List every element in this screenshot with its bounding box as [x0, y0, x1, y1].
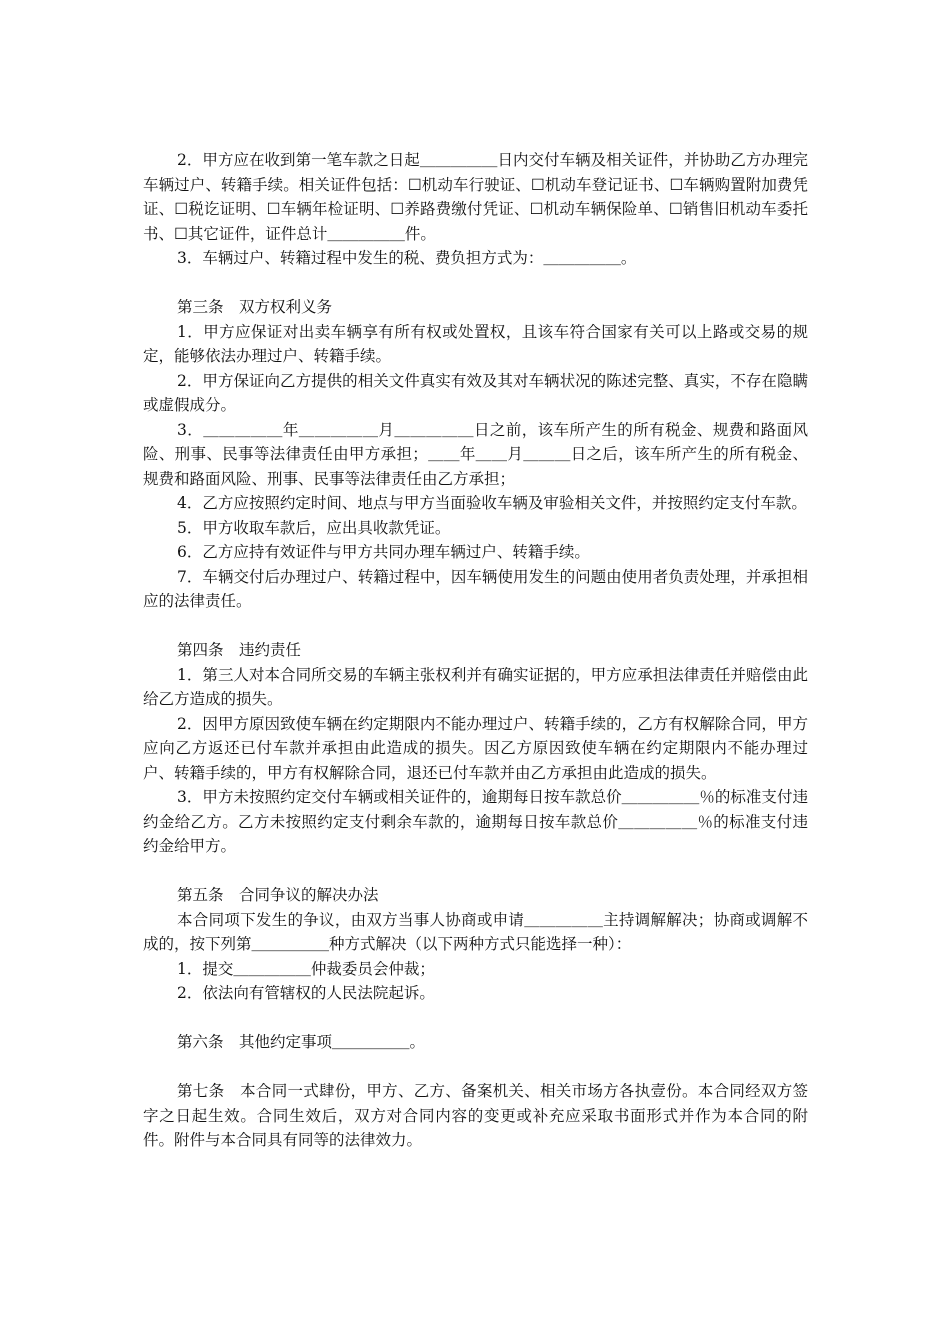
- spacer: [143, 271, 808, 296]
- article-4-item-2: 2．因甲方原因致使车辆在约定期限内不能办理过户、转籍手续的，乙方有权解除合同，甲方应向乙方返还已付车款并承担由此造成的损失。因乙方原因致使车辆在约定期限内不能办理过户、转籍手续的，甲方有权解除合同，退还已付车款并由乙方承担由此造成的损失。: [143, 714, 808, 782]
- article-3-item-1: 1．甲方应保证对出卖车辆享有所有权或处置权，且该车符合国家有关可以上路或交易的规定，能够依法办理过户、转籍手续。: [143, 322, 808, 365]
- article-7-text: 第七条 本合同一式肆份，甲方、乙方、备案机关、相关市场方各执壹份。本合同经双方签字之日起生效。合同生效后，双方对合同内容的变更或补充应采取书面形式并作为本合同的附件。附件与本合同具有同等的法律效力。: [143, 1082, 808, 1149]
- article-5-item-1: 1．提交＿＿＿＿＿仲裁委员会仲裁；: [177, 959, 435, 978]
- article-5-item-2: 2．依法向有管辖权的人民法院起诉。: [177, 984, 435, 1002]
- contract-body: [143, 148, 808, 1153]
- article-4-item-3: 3．甲方未按照约定交付车辆或相关证件的，逾期每日按车款总价＿＿＿＿＿％的标准支付违约金给乙方。乙方未按照约定支付剩余车款的，逾期每日按车款总价＿＿＿＿＿％的标准支付违约金给甲方。: [143, 788, 808, 855]
- article-5-heading: 第五条 合同争议的解决办法: [177, 886, 379, 904]
- clause-2-item-2: 2．甲方应在收到第一笔车款之日起＿＿＿＿＿日内交付车辆及相关证件，并协助乙方办理完车辆过户、转籍手续。相关证件包括：☐机动车行驶证、☐机动车登记证书、☐车辆购置附加费凭证、☐税讫证明、☐车辆年检证明、☐养路费缴付凭证、☐机动车辆保险单、☐销售旧机动车委托书、☐其它证件，证件总计＿＿＿＿＿件。: [143, 151, 808, 243]
- article-3-item-6: 6．乙方应持有效证件与甲方共同办理车辆过户、转籍手续。: [177, 543, 590, 561]
- spacer: [143, 1055, 808, 1080]
- spacer: [143, 1006, 808, 1031]
- article-3-item-4: 4．乙方应按照约定时间、地点与甲方当面验收车辆及审验相关文件，并按照约定支付车款。: [177, 494, 807, 512]
- article-5-item-intro: 本合同项下发生的争议，由双方当事人协商或申请＿＿＿＿＿主持调解解决；协商或调解不成的，按下列第＿＿＿＿＿种方式解决（以下两种方式只能选择一种）：: [143, 910, 808, 953]
- spacer: [143, 614, 808, 639]
- article-3-heading: 第三条 双方权利义务: [177, 298, 333, 316]
- article-4-item-1: 1．第三人对本合同所交易的车辆主张权利并有确实证据的，甲方应承担法律责任并赔偿由此给乙方造成的损失。: [143, 665, 808, 708]
- article-3-item-3: 3．＿＿＿＿＿年＿＿＿＿＿月＿＿＿＿＿日之前，该车所产生的所有税金、规费和路面风险、刑事、民事等法律责任由甲方承担；＿＿年＿＿月＿＿＿日之后，该车所产生的所有税金、规费和路面风险、刑事、民事等法律责任由乙方承担；: [143, 420, 808, 488]
- article-3-item-5: 5．甲方收取车款后，应出具收款凭证。: [177, 518, 451, 537]
- article-4-heading: 第四条 违约责任: [177, 641, 302, 659]
- clause-2-item-3: 3．车辆过户、转籍过程中发生的税、费负担方式为：＿＿＿＿＿。: [177, 249, 637, 267]
- spacer: [143, 859, 808, 884]
- article-3-item-2: 2．甲方保证向乙方提供的相关文件真实有效及其对车辆状况的陈述完整、真实，不存在隐瞒或虚假成分。: [143, 371, 808, 414]
- article-3-item-7: 7．车辆交付后办理过户、转籍过程中，因车辆使用发生的问题由使用者负责处理，并承担相应的法律责任。: [143, 567, 808, 610]
- article-6-text: 第六条 其他约定事项＿＿＿＿＿。: [177, 1033, 426, 1051]
